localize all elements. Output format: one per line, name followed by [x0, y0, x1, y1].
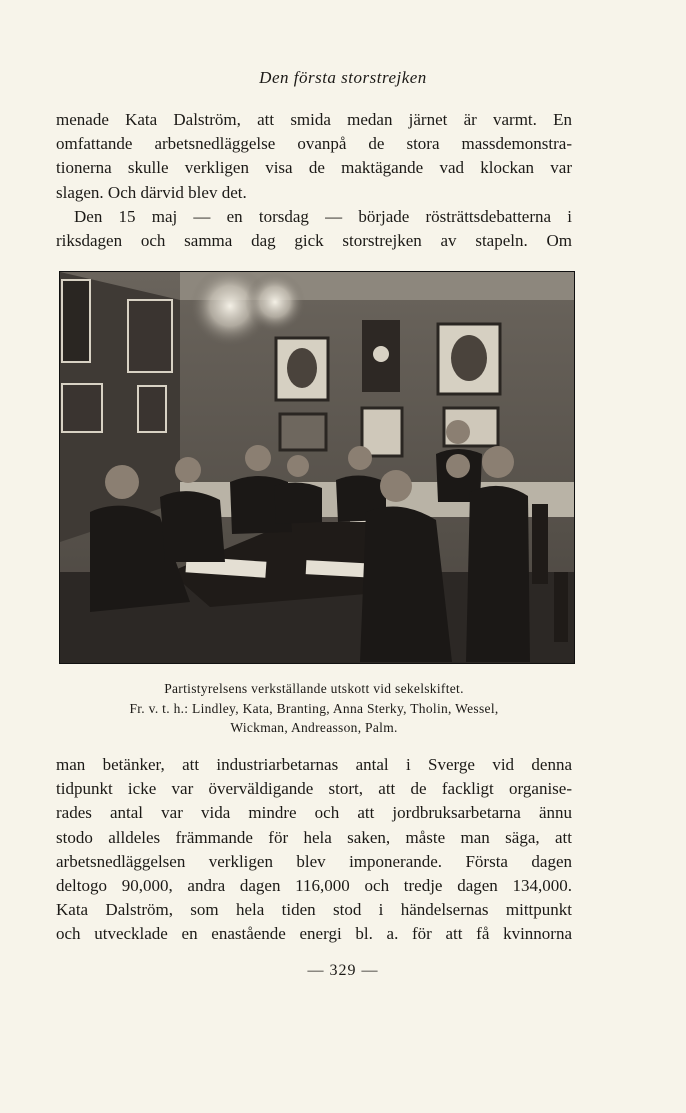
- text-line: och utvecklade en enastående energi bl. a. för att få kvinnorna: [56, 924, 572, 944]
- text-line: rades antal var vida mindre och att jordbruksarbetarna ännu: [56, 803, 572, 823]
- text-line: stodo alldeles främmande för hela saken, måste man säga, att: [56, 827, 572, 847]
- text-line: slagen. Och därvid blev det.: [56, 182, 247, 202]
- photograph-illustration: [60, 272, 574, 663]
- text-line: menade Kata Dalström, att smida medan järnet är varmt. En: [56, 110, 572, 129]
- text-line: man betänker, att industriarbetarnas antal i Sverge vid denna: [56, 755, 572, 774]
- text-line: omfattande arbetsnedläggelse ovanpå de stora massdemonstra-: [56, 134, 572, 154]
- paragraph-3: [56, 753, 572, 947]
- text-line: deltogo 90,000, andra dagen 116,000 och tredje dagen 134,000.: [56, 876, 572, 896]
- text-line: tidpunkt icke var överväldigande stort, att de fackligt organise-: [56, 779, 572, 799]
- text-line: Kata Dalström, som hela tiden stod i händelsernas mittpunkt: [56, 900, 572, 920]
- caption-line-1: Partistyrelsens verkställande utskott vid sekelskiftet.: [164, 681, 464, 696]
- running-head: Den första storstrejken: [259, 68, 427, 87]
- caption-line-2: Fr. v. t. h.: Lindley, Kata, Branting, Anna Sterky, Tholin, Wessel,: [129, 701, 499, 716]
- page-number: — 329 —: [307, 962, 379, 979]
- text-line: arbetsnedläggelsen verkligen blev imponerande. Första dagen: [56, 851, 572, 871]
- caption-line-3: Wickman, Andreasson, Palm.: [230, 720, 398, 735]
- paragraph-2: [56, 205, 572, 253]
- group-photograph: [59, 271, 575, 664]
- text-line: riksdagen och samma dag gick storstrejken av stapeln. Om: [56, 231, 572, 251]
- text-line: Den 15 maj — en torsdag — började rösträttsdebatterna i: [74, 207, 572, 226]
- paragraph-1: [56, 108, 572, 205]
- text-line: tionerna skulle verkligen visa de maktägande vad klockan var: [56, 158, 572, 178]
